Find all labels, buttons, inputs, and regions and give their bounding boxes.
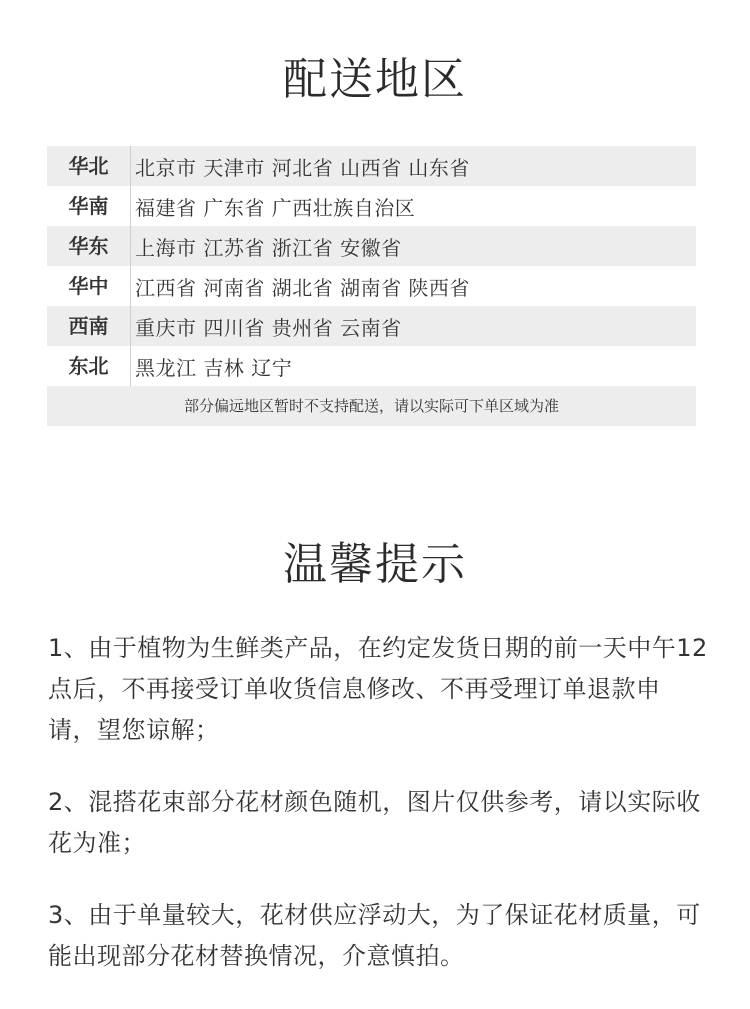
tip-item: 1、由于植物为生鲜类产品，在约定发货日期的前一天中午12 点后，不再接受订单收货信息修改、不再受理订单退款申请，望您谅解；: [48, 634, 708, 744]
region-row-north: [47, 146, 696, 186]
region-name: 西南: [47, 306, 131, 346]
region-areas: 上海市 江苏省 浙江省 安徽省: [135, 235, 402, 260]
region-name: 东北: [47, 346, 131, 386]
region-name: 华中: [47, 266, 131, 306]
region-name: 华北: [47, 146, 131, 186]
delivery-title: 配送地区: [283, 54, 467, 105]
region-row-southwest: [47, 306, 696, 346]
region-name: 华东: [47, 226, 131, 266]
region-name: 华南: [47, 186, 131, 226]
tip-item: 3、由于单量较大，花材供应浮动大，为了保证花材质量，可能出现部分花材替换情况，介意慎拍。: [48, 901, 701, 970]
tip-item: 2、混搭花束部分花材颜色随机，图片仅供参考，请以实际收花为准；: [48, 788, 701, 857]
region-areas: 福建省 广东省 广西壮族自治区: [135, 195, 416, 220]
region-row-northeast: [47, 346, 696, 386]
region-areas: 重庆市 四川省 贵州省 云南省: [135, 315, 402, 340]
region-row-central: [47, 266, 696, 306]
region-row-south: [47, 186, 696, 226]
region-areas: 北京市 天津市 河北省 山西省 山东省: [135, 155, 470, 180]
delivery-note: 部分偏远地区暂时不支持配送，请以实际可下单区域为准: [47, 386, 696, 426]
region-table: [47, 146, 696, 426]
tips-list: [48, 628, 708, 1008]
tips-title: 温馨提示: [283, 539, 467, 590]
region-areas: 黑龙江 吉林 辽宁: [135, 355, 293, 380]
region-areas: 江西省 河南省 湖北省 湖南省 陕西省: [135, 275, 470, 300]
region-row-east: [47, 226, 696, 266]
